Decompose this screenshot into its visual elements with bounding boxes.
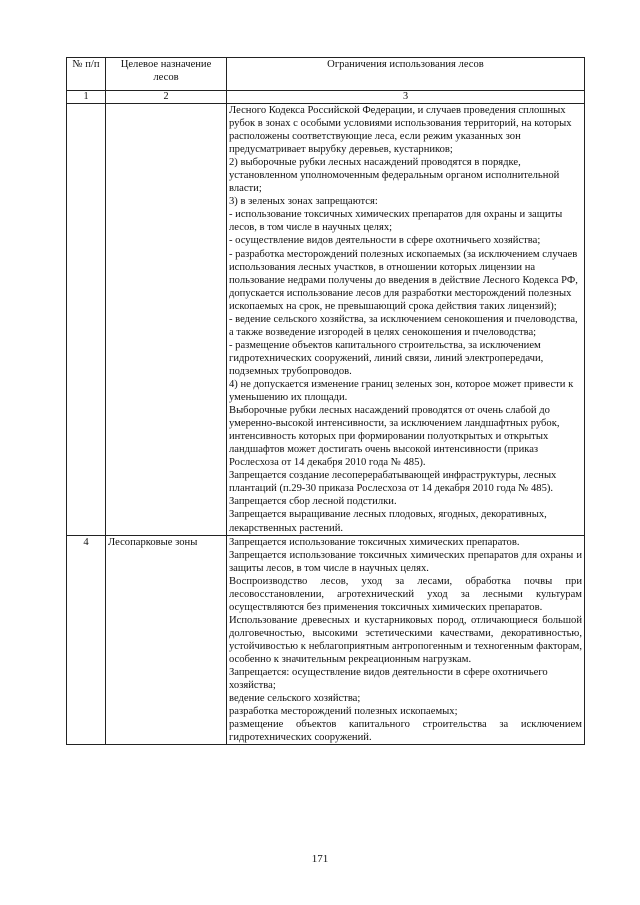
restriction-text: 2) выборочные рубки лесных насаждений проводятся в порядке, установленном уполномоченным федеральным органом исполнительной власти; bbox=[229, 157, 560, 195]
table-row bbox=[67, 104, 585, 536]
column-number-1: 1 bbox=[67, 91, 106, 104]
restriction-text: ведение сельского хозяйства; bbox=[229, 693, 361, 705]
row-restrictions-cell bbox=[227, 104, 585, 536]
restriction-text: 3) в зеленых зонах запрещаются: bbox=[229, 196, 378, 208]
restriction-text: размещение объектов капитального строительства за исключением гидротехнических сооружений. bbox=[229, 719, 582, 744]
restriction-text: Воспроизводство лесов, уход за лесами, обработка почвы при лесовосстановлении, агротехнический уход за лесными культурам осуществляются без применения токсичных химических препаратов. bbox=[229, 575, 582, 613]
table-row bbox=[67, 535, 585, 745]
restriction-text: 4) не допускается изменение границ зеленых зон, которое может привести к уменьшению их площади. bbox=[229, 378, 574, 404]
restriction-text: Лесного Кодекса Российской Федерации, и случаев проведения сплошных рубок в зонах с особыми условиями использования территорий, на которых расположены соответствующие леса, если режим указанных зон предусматривает вырубку деревьев, кустарников; bbox=[229, 105, 572, 156]
row-number-cell bbox=[67, 104, 106, 536]
row-purpose-cell: Лесопарковые зоны bbox=[106, 535, 227, 745]
restriction-text: разработка месторождений полезных ископаемых; bbox=[229, 706, 458, 718]
header-purpose: Целевое назначение лесов bbox=[106, 58, 227, 91]
restriction-text: - размещение объектов капитального строительства, за исключением гидротехнических сооружений, линий связи, линий электропередачи, подземных трубопроводов. bbox=[229, 339, 544, 377]
row-purpose-cell bbox=[106, 104, 227, 536]
restriction-text: - осуществление видов деятельности в сфере охотничьего хозяйства; bbox=[229, 235, 541, 247]
restriction-text: Запрещается использование токсичных химических препаратов. bbox=[229, 536, 520, 548]
column-number-row bbox=[67, 91, 585, 104]
table-header-row bbox=[67, 58, 585, 91]
header-number: № п/п bbox=[67, 58, 106, 91]
column-number-2: 2 bbox=[106, 91, 227, 104]
restriction-text: Запрещается: осуществление видов деятельности в сфере охотничьего хозяйства; bbox=[229, 667, 548, 692]
restriction-text: - использование токсичных химических препаратов для охраны и защиты лесов, в том числе в научных целях; bbox=[229, 209, 563, 234]
row-number-cell: 4 bbox=[67, 535, 106, 745]
restriction-text: - разработка месторождений полезных ископаемых (за исключением случаев использования лесных участков, в отношении которых лицензии на пользование недрами получены до введения в действие Лесного Кодекса РФ, допускается использование лесов для разработки месторождений полезных ископаемых на срок, не превышающий срока действия таких лицензий); bbox=[229, 248, 578, 312]
restriction-text: Запрещается использование токсичных химических препаратов для охраны и защиты лесов, в том числе в научных целях. bbox=[229, 549, 582, 574]
restriction-text: Использование древесных и кустарниковых пород, отличающиеся большой долговечностью, высокими эстетическими качествами, декоративностью, устойчивостью к неблагоприятным антропогенным и техногенным факторам, особенно к значительным рекреационным нагрузкам. bbox=[229, 614, 582, 665]
restriction-text: Запрещается создание лесоперерабатывающей инфраструктуры, лесных плантаций (п.29-30 приказа Рослесхоза от 14 декабря 2010 года № 485). bbox=[229, 470, 557, 495]
restriction-text: Выборочные рубки лесных насаждений проводятся от очень слабой до умеренно-высокой интенсивности, за исключением ландшафтных рубок, интенсивность которых при формировании полуоткрытых и открытых ландшафтов может достигать очень высокой интенсивности (приказ Рослесхоза от 14 декабря 2010 года № 485). bbox=[229, 405, 560, 469]
restriction-text: Запрещается выращивание лесных плодовых, ягодных, декоративных, лекарственных растений. bbox=[229, 509, 547, 534]
restriction-text: Запрещается сбор лесной подстилки. bbox=[229, 496, 397, 508]
restrictions-table bbox=[66, 57, 585, 745]
column-number-3: 3 bbox=[227, 91, 585, 104]
header-restrictions: Ограничения использования лесов bbox=[227, 58, 585, 91]
row-restrictions-cell bbox=[227, 535, 585, 745]
restriction-text: - ведение сельского хозяйства, за исключением сенокошения и пчеловодства, а также возведение изгородей в целях сенокошения и пчеловодства; bbox=[229, 313, 578, 338]
page-number: 171 bbox=[311, 853, 329, 865]
